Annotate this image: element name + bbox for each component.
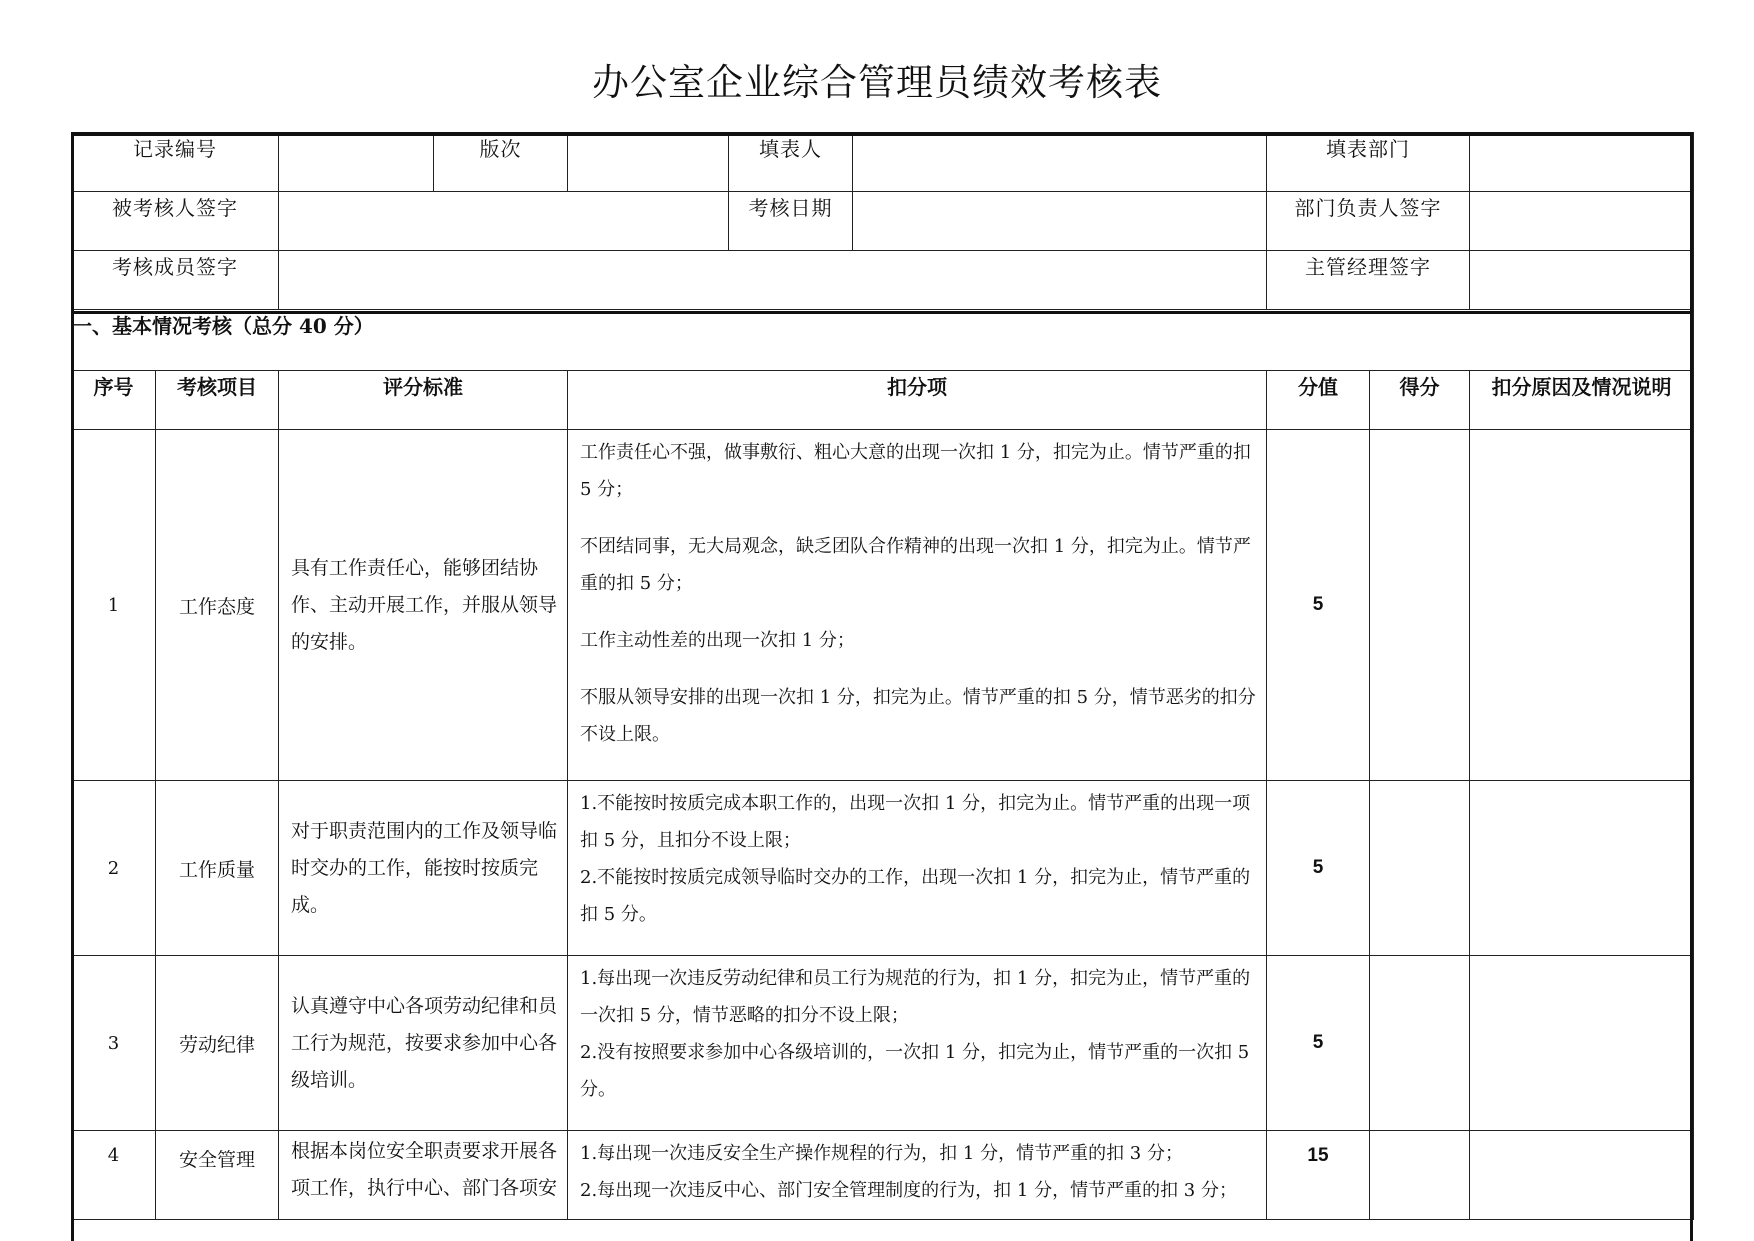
col-header-no: 序号 [72, 371, 156, 430]
document-title: 办公室企业综合管理员绩效考核表 [592, 61, 1162, 104]
row-reason-field[interactable] [1470, 430, 1694, 781]
manager-sign-label: 主管经理签字 [1267, 251, 1470, 310]
row-criteria: 具有工作责任心，能够团结协作、主动开展工作，并服从领导的安排。 [279, 430, 568, 781]
row-deductions [568, 430, 1267, 781]
record-no-field[interactable] [279, 133, 434, 192]
row-no: 2 [72, 781, 156, 956]
deduction-item: 工作主动性差的出现一次扣 1 分； [580, 630, 855, 651]
row-no: 3 [72, 956, 156, 1131]
table-row [72, 781, 1694, 956]
row-criteria: 认真遵守中心各项劳动纪律和员工行为规范，按要求参加中心各级培训。 [279, 956, 568, 1131]
row-obtained-field[interactable] [1370, 956, 1470, 1131]
version-field[interactable] [568, 133, 729, 192]
table-row [72, 956, 1694, 1131]
row-criteria: 根据本岗位安全职责要求开展各项工作，执行中心、部门各项安 [279, 1131, 568, 1220]
record-no-label: 记录编号 [72, 133, 279, 192]
section-title-row [72, 310, 1694, 371]
deduction-item: 工作责任心不强，做事敷衍、粗心大意的出现一次扣 1 分，扣完为止。情节严重的扣 5 分； [580, 442, 1251, 500]
table-row [72, 430, 1694, 781]
section-title: 一、基本情况考核（总分 40 分） [72, 310, 1694, 371]
row-obtained-field[interactable] [1370, 1131, 1470, 1220]
col-header-item: 考核项目 [156, 371, 279, 430]
dept-head-sign-field[interactable] [1470, 192, 1694, 251]
member-sign-field[interactable] [279, 251, 1267, 310]
row-obtained-field[interactable] [1370, 430, 1470, 781]
row-item: 工作质量 [156, 781, 279, 956]
row-item: 安全管理 [156, 1131, 279, 1220]
header-row-3 [72, 251, 1694, 310]
row-reason-field[interactable] [1470, 1131, 1694, 1220]
assess-date-field[interactable] [853, 192, 1267, 251]
table-row [72, 1131, 1694, 1220]
deduction-item: 1.每出现一次违反劳动纪律和员工行为规范的行为，扣 1 分，扣完为止，情节严重的一次扣 5 分，情节恶略的扣分不设上限； [580, 968, 1251, 1026]
row-score-value: 5 [1267, 956, 1370, 1131]
row-deductions [568, 781, 1267, 956]
row-score-value: 5 [1267, 781, 1370, 956]
filler-label: 填表人 [729, 133, 853, 192]
deduction-item: 2.不能按时按质完成领导临时交办的工作，出现一次扣 1 分，扣完为止，情节严重的扣 5 分。 [580, 867, 1251, 925]
deduction-item: 1.每出现一次违反安全生产操作规程的行为，扣 1 分，情节严重的扣 3 分； [580, 1143, 1183, 1164]
assessee-sign-field[interactable] [279, 192, 729, 251]
row-criteria: 对于职责范围内的工作及领导临时交办的工作，能按时按质完成。 [279, 781, 568, 956]
deduction-item: 2.没有按照要求参加中心各级培训的，一次扣 1 分，扣完为止，情节严重的一次扣 5 分。 [580, 1042, 1250, 1100]
version-label: 版次 [434, 133, 568, 192]
header-divider [71, 311, 1693, 314]
col-header-score: 分值 [1267, 371, 1370, 430]
deduction-item: 不服从领导安排的出现一次扣 1 分，扣完为止。情节严重的扣 5 分，情节恶劣的扣分不设上限。 [580, 687, 1256, 745]
row-score-value: 5 [1267, 430, 1370, 781]
col-header-criteria: 评分标准 [279, 371, 568, 430]
assessee-sign-label: 被考核人签字 [72, 192, 279, 251]
deduction-item: 1.不能按时按质完成本职工作的，出现一次扣 1 分，扣完为止。情节严重的出现一项扣 5 分，且扣分不设上限； [580, 793, 1251, 851]
member-sign-label: 考核成员签字 [72, 251, 279, 310]
manager-sign-field[interactable] [1470, 251, 1694, 310]
deduction-item: 2.每出现一次违反中心、部门安全管理制度的行为，扣 1 分，情节严重的扣 3 分； [580, 1180, 1237, 1201]
row-deductions [568, 956, 1267, 1131]
filler-field[interactable] [853, 133, 1267, 192]
assessment-table [71, 132, 1694, 1220]
row-item: 劳动纪律 [156, 956, 279, 1131]
header-row-1 [72, 133, 1694, 192]
row-reason-field[interactable] [1470, 781, 1694, 956]
col-header-reason: 扣分原因及情况说明 [1470, 371, 1694, 430]
column-header-row [72, 371, 1694, 430]
deduction-item: 不团结同事，无大局观念，缺乏团队合作精神的出现一次扣 1 分，扣完为止。情节严重的扣 5 分； [580, 536, 1251, 594]
row-no: 4 [72, 1131, 156, 1220]
row-item: 工作态度 [156, 430, 279, 781]
dept-head-sign-label: 部门负责人签字 [1267, 192, 1470, 251]
fill-dept-field[interactable] [1470, 133, 1694, 192]
fill-dept-label: 填表部门 [1267, 133, 1470, 192]
row-no: 1 [72, 430, 156, 781]
row-score-value: 15 [1267, 1131, 1370, 1220]
row-reason-field[interactable] [1470, 956, 1694, 1131]
row-obtained-field[interactable] [1370, 781, 1470, 956]
header-row-2 [72, 192, 1694, 251]
assess-date-label: 考核日期 [729, 192, 853, 251]
row-deductions [568, 1131, 1267, 1220]
col-header-deductions: 扣分项 [568, 371, 1267, 430]
col-header-obtained: 得分 [1370, 371, 1470, 430]
